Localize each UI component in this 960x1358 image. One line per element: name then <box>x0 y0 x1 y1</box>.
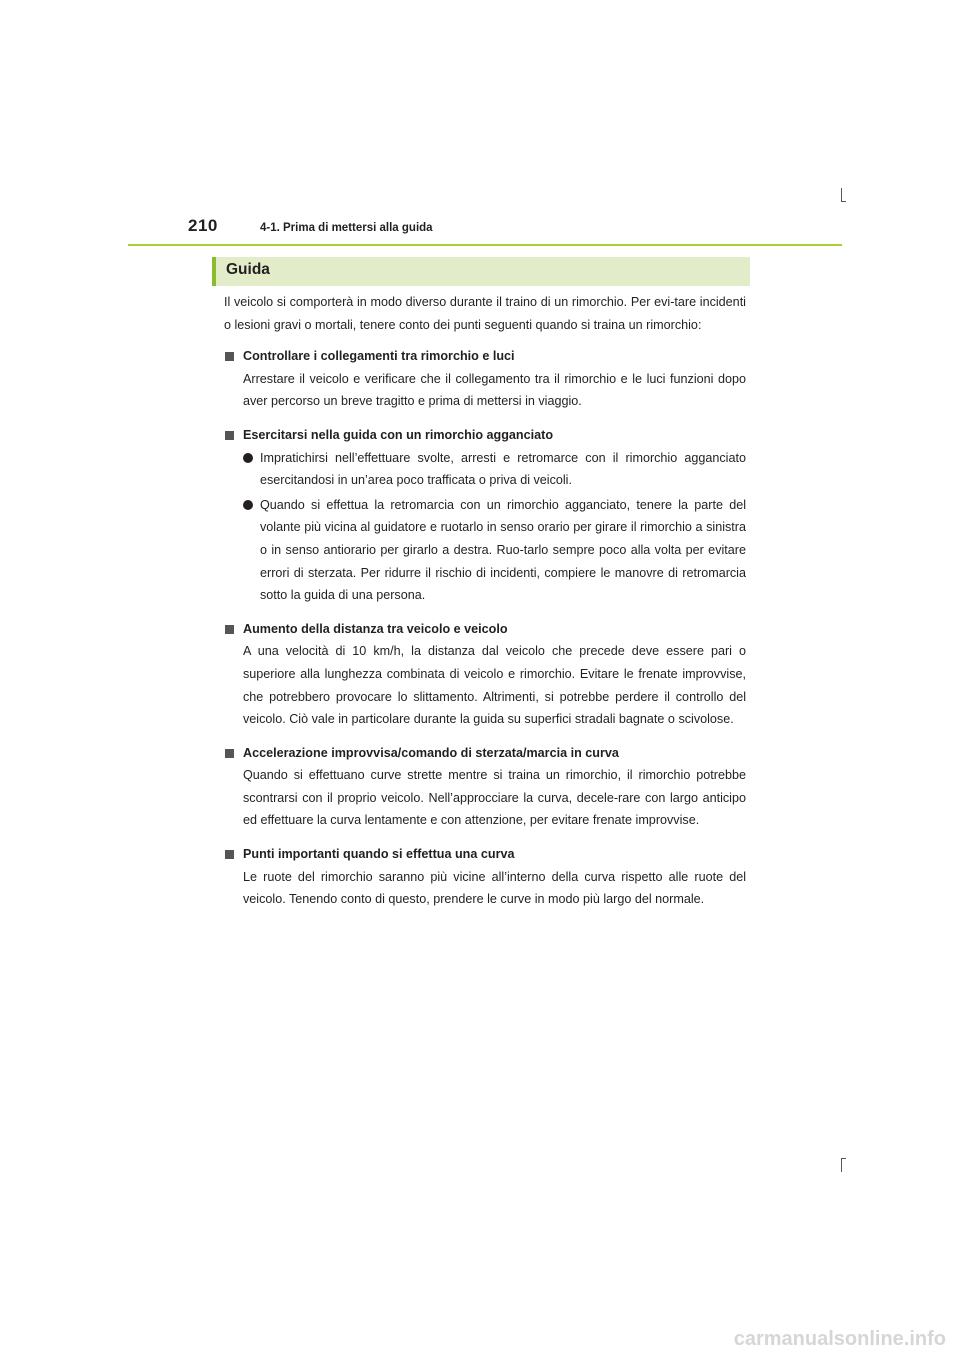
section-content <box>224 291 746 922</box>
subheading-label: Aumento della distanza tra veicolo e veicolo <box>243 621 508 636</box>
square-bullet-icon <box>225 749 234 758</box>
crop-mark-bottom <box>841 1158 842 1172</box>
square-bullet-icon <box>225 352 234 361</box>
crop-mark-top <box>841 188 842 201</box>
list-item <box>243 494 746 607</box>
list-item-text: Impratichirsi nell’effettuare svolte, arresti e retromarce con il rimorchio agganciato esercitandosi in un’area poco trafficata o priva di veicoli. <box>260 450 746 488</box>
subheading-distance <box>224 618 746 641</box>
subheading-curve <box>224 843 746 866</box>
round-bullet-icon <box>243 453 253 463</box>
subheading-label: Esercitarsi nella guida con un rimorchio agganciato <box>243 427 554 442</box>
paragraph-acceleration: Quando si effettuano curve strette mentre si traina un rimorchio, il rimorchio potrebbe scontrarsi con il proprio veicolo. Nell’approcciare la curva, decele-rare con largo anticipo ed effettuare la curva lentamente e con attenzione, per evitare frenate improvvise. <box>243 768 746 828</box>
intro-paragraph: Il veicolo si comporterà in modo diverso durante il traino di un rimorchio. Per evi-tare incidenti o lesioni gravi o mortali, tenere conto dei punti seguenti quando si traina un rimorchio: <box>224 295 746 332</box>
list-item <box>243 447 746 492</box>
paragraph-distance: A una velocità di 10 km/h, la distanza dal veicolo che precede deve essere pari o superiore alla lunghezza combinata di veicolo e rimorchio. Evitare le frenate improvvise, che potrebbero provocare lo slittamento. Altrimenti, si potrebbe perdere il controllo del veicolo. Ciò vale in particolare durante la guida su superfici stradali bagnate o scivolose. <box>243 644 746 727</box>
bullet-list-practice <box>224 447 746 607</box>
round-bullet-icon <box>243 500 253 510</box>
chapter-title: 4-1. Prima di mettersi alla guida <box>260 222 433 234</box>
subheading-label: Punti importanti quando si effettua una curva <box>243 847 515 862</box>
paragraph-curve: Le ruote del rimorchio saranno più vicine all’interno della curva rispetto alle ruote del veicolo. Tenendo conto di questo, prendere le curve in modo più largo del normale. <box>243 869 746 907</box>
watermark: carmanualsonline.info <box>733 1328 946 1350</box>
subheading-acceleration <box>224 742 746 765</box>
page-number: 210 <box>188 216 218 235</box>
section-header <box>212 257 750 286</box>
list-item-text: Quando si effettua la retromarcia con un rimorchio agganciato, tenere la parte del volante più vicina al guidatore e ruotarlo in senso orario per girare il rimorchio a sinistra o in senso antiorario per girarlo a destra. Ruo-tarlo sempre poco alla volta per evitare errori di sterzata. Per ridurre il rischio di incidenti, compiere le manovre di retromarcia sotto la guida di una persona. <box>260 497 746 603</box>
subheading-label: Accelerazione improvvisa/comando di sterzata/marcia in curva <box>243 745 619 760</box>
crop-mark-bottom-foot <box>841 1158 846 1159</box>
page-header <box>188 216 848 246</box>
subheading-label: Controllare i collegamenti tra rimorchio e luci <box>243 349 515 364</box>
section-title: Guida <box>226 261 270 278</box>
subheading-practice <box>224 424 746 447</box>
square-bullet-icon <box>225 625 234 634</box>
subheading-connections <box>224 345 746 368</box>
crop-mark-top-foot <box>841 201 846 202</box>
square-bullet-icon <box>225 850 234 859</box>
paragraph-connections: Arrestare il veicolo e verificare che il collegamento tra il rimorchio e le luci funzioni dopo aver percorso un breve tragitto e prima di mettersi in viaggio. <box>243 371 746 409</box>
header-rule <box>128 244 842 246</box>
square-bullet-icon <box>225 431 234 440</box>
